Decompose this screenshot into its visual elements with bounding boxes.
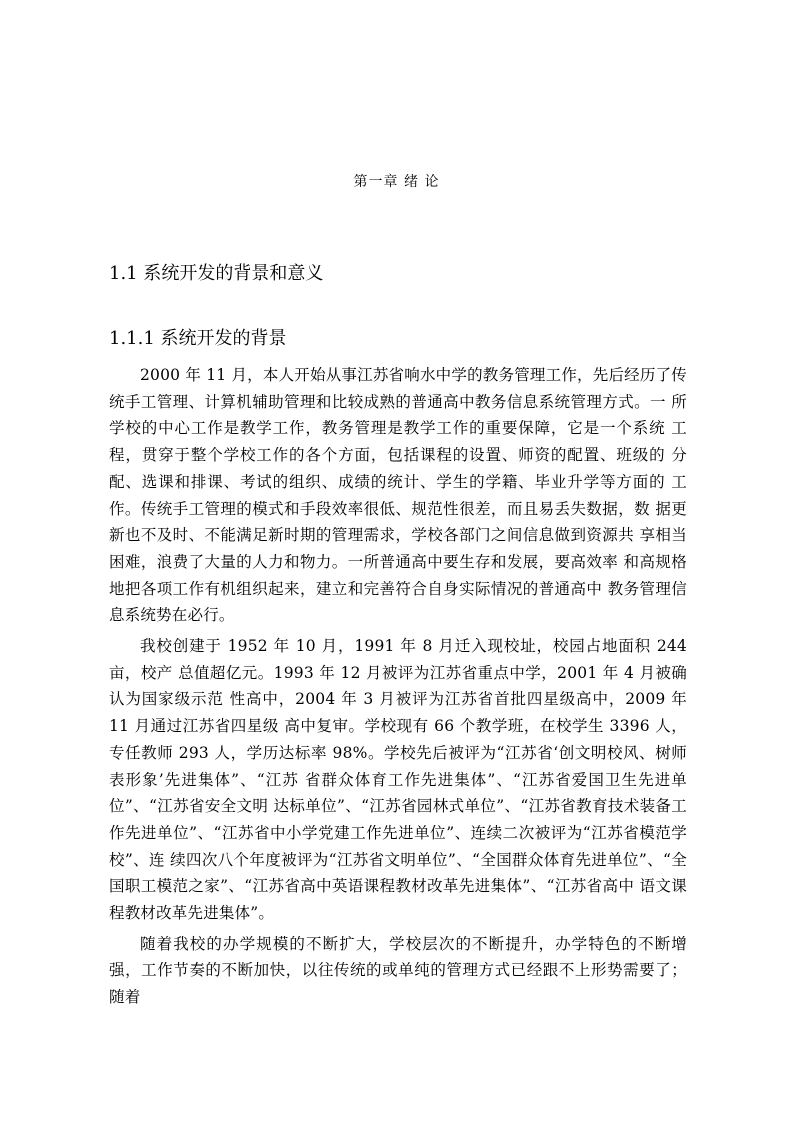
body-text: [109, 362, 687, 1015]
chapter-title: 第一章 绪 论: [353, 174, 440, 190]
paragraph: 2000 年 11 月，本人开始从事江苏省响水中学的教务管理工作，先后经历了传 统手工管理、计算机辅助管理和比较成熟的普通高中教务信息系统管理方式。一 所学校的中心工作是教学工作，教务管理是教学工作的重要保障，它是一个系统 工程，贯穿于整个学校工作的各个方面，包括课程的设置、师资的配置、班级的 分配、选课和排课、考试的组织、成绩的统计、学生的学籍、毕业升学等方面的 工作。传统手工管理的模式和手段效率很低、规范性很差，而且易丢失数据，数 据更新也不及时、不能满足新时期的管理需求，学校各部门之间信息做到资源共 享相当困难，浪费了大量的人力和物力。一所普通高中要生存和发展，要高效率 和高规格地把各项工作有机组织起来，建立和完善符合自身实际情况的普通高中 教务管理信息系统势在必行。: [109, 366, 687, 625]
paragraph: 我校创建于 1952 年 10 月，1991 年 8 月迁入现校址，校园占地面积 244 亩，校产 总值超亿元。1993 年 12 月被评为江苏省重点中学，2001 年 4 月被确认为国家级示范 性高中，2004 年 3 月被评为江苏省首批四星级高中，2009 年 11 月通过江苏省四星级 高中复审。学校现有 66 个教学班，在校学生 3396 人，专任教师 293 人，学历达标率 98%。学校先后被评为“江苏省‘创文明校风、树师表形象’先进集体”、“江苏 省群众体育工作先进集体”、“江苏省爱国卫生先进单位”、“江苏省安全文明 达标单位”、“江苏省园林式单位”、“江苏省教育技术装备工作先进单位”、“江苏省中小学党建工作先进单位”、连续二次被评为“江苏省模范学校”、连 续四次八个年度被评为“江苏省文明单位”、“全国群众体育先进单位”、“全 国职工模范之家”、“江苏省高中英语课程教材改革先进集体”、“江苏省高中 语文课程教材改革先进集体”。: [109, 637, 687, 923]
subsection-heading: 1.1.1 系统开发的背景: [109, 328, 287, 349]
section-heading: 1.1 系统开发的背景和意义: [109, 263, 324, 284]
paragraph: 随着我校的办学规模的不断扩大，学校层次的不断提升，办学特色的不断增 强，工作节奏的不断加快，以往传统的或单纯的管理方式已经跟不上形势需要了； 随着: [109, 934, 687, 1007]
